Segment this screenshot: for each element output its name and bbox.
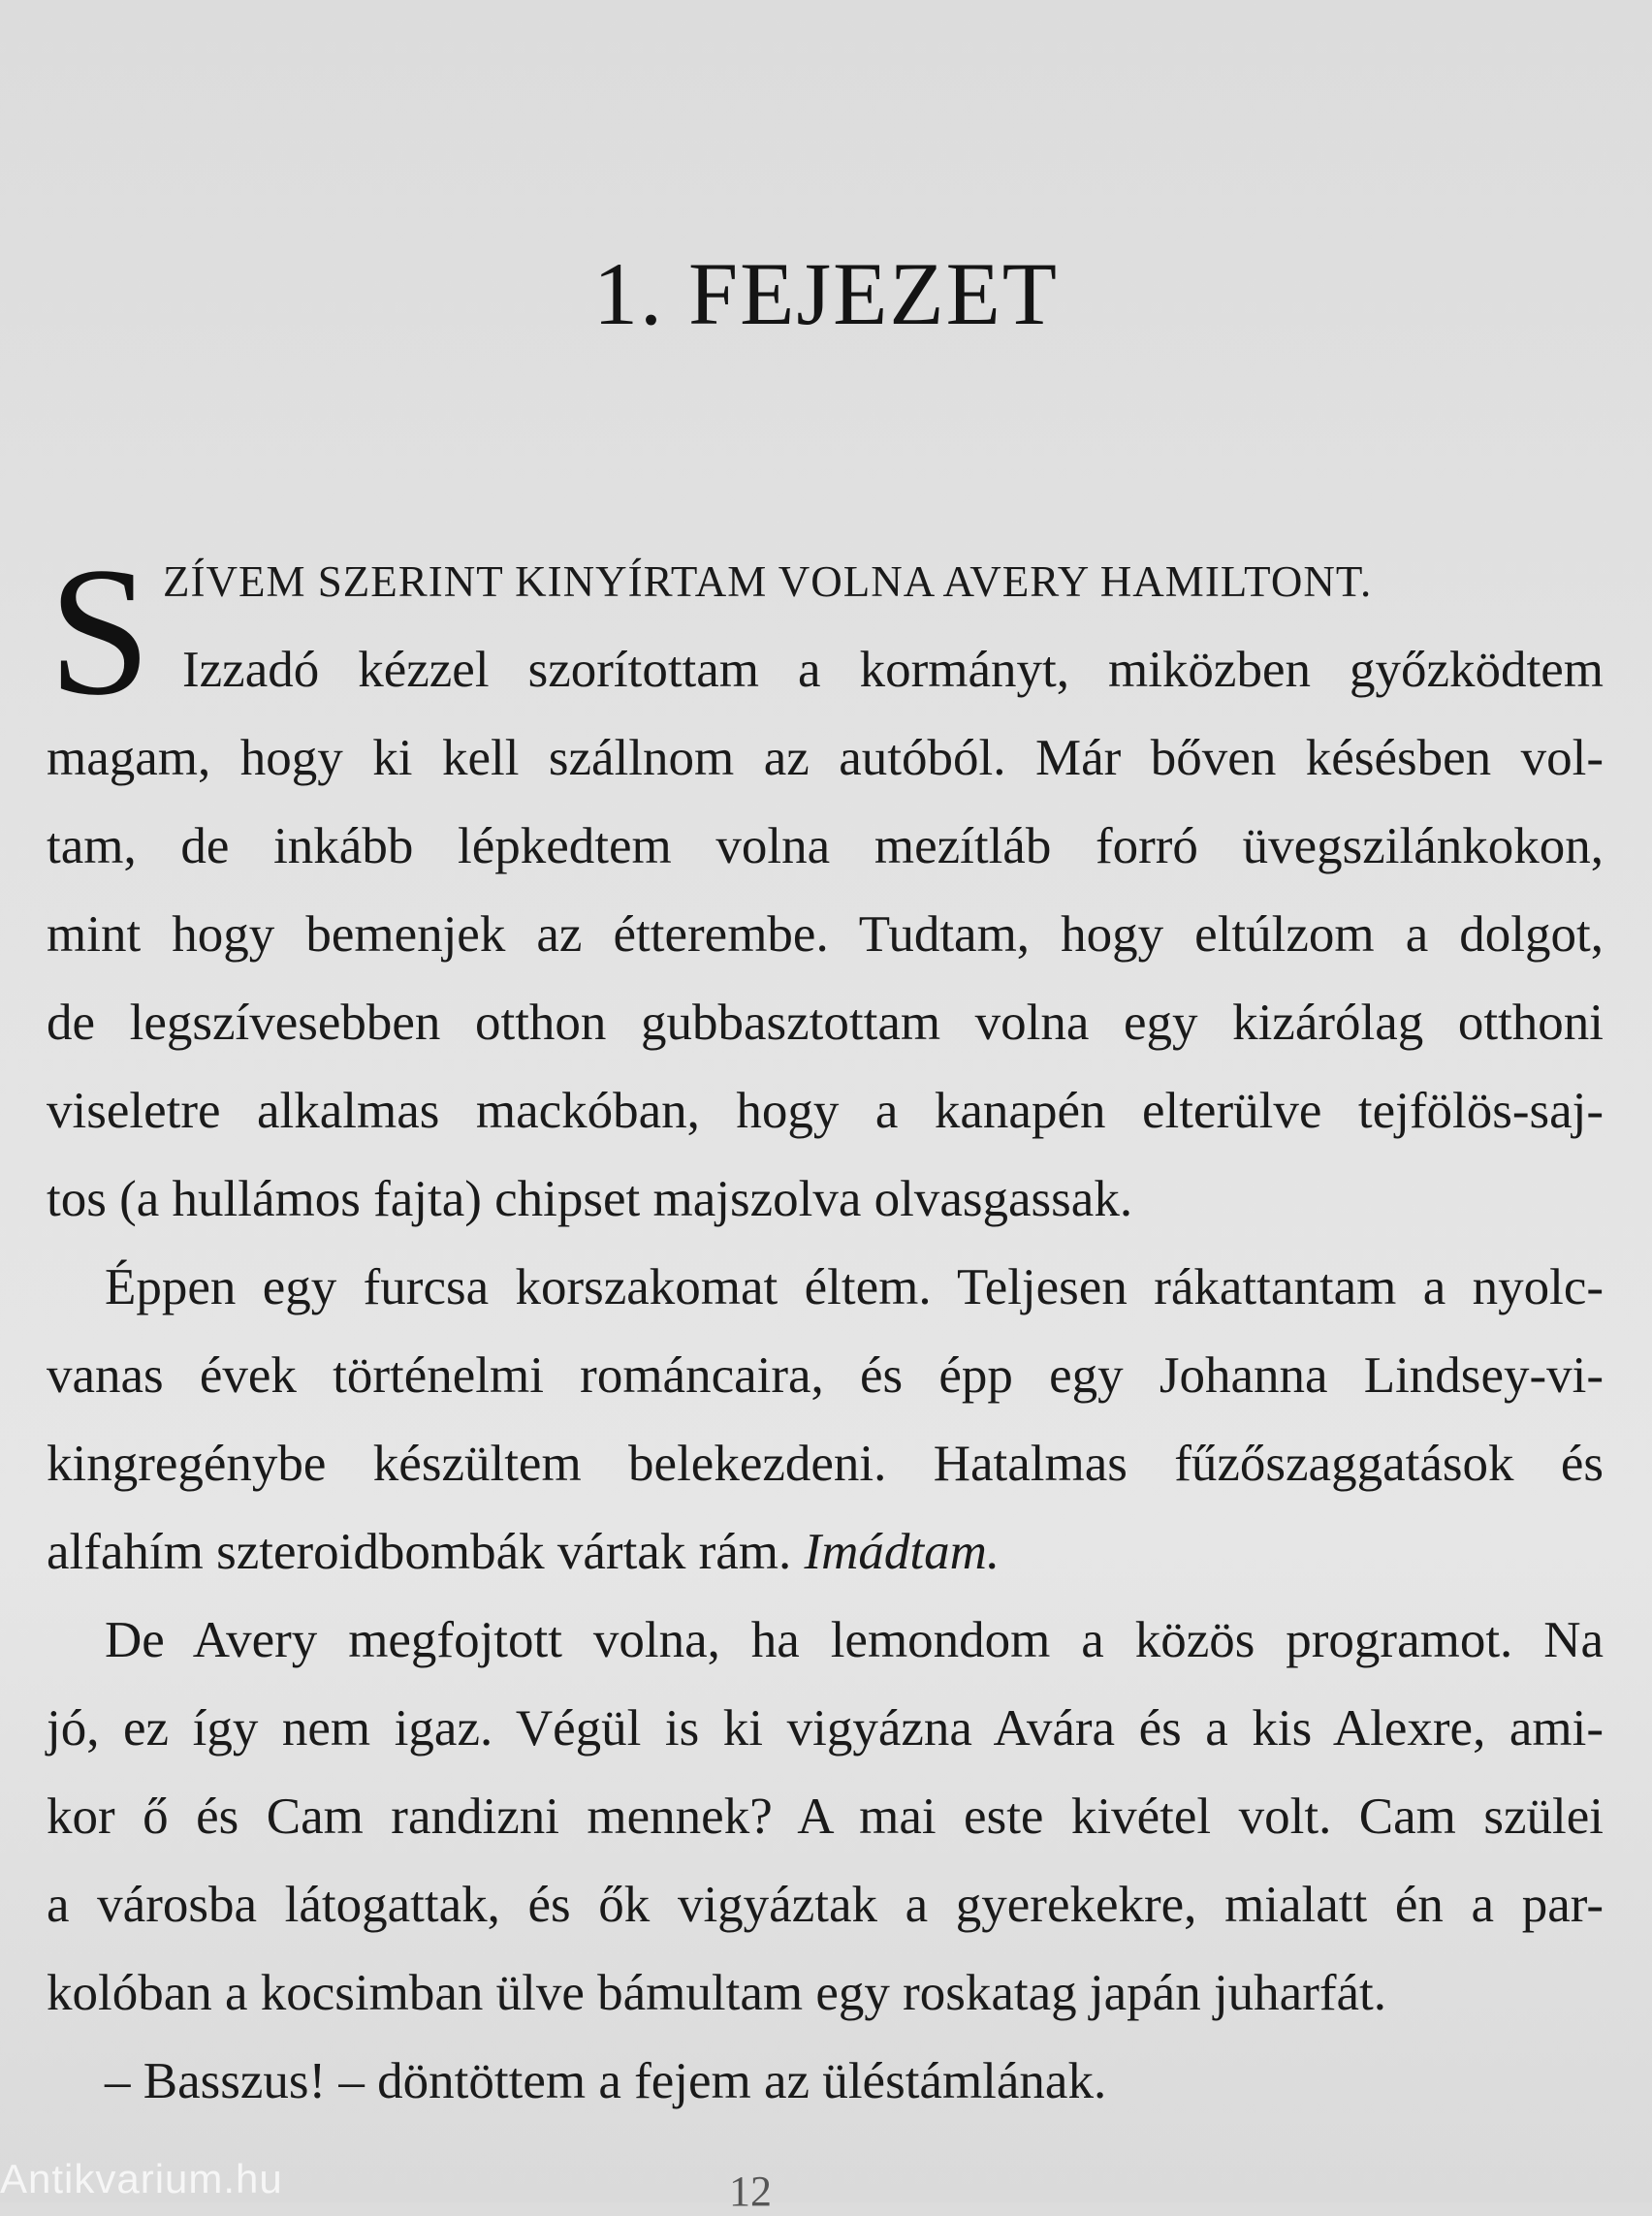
- text-fragment: alfahím szteroidbombák vártak rám.: [47, 1524, 792, 1580]
- text-line: tos (a hullámos fajta) chipset majszolva olvasgassak.: [47, 1171, 1133, 1227]
- text-line: De Avery megfojtott volna, ha lemondom a közös programot. Na: [105, 1612, 1604, 1668]
- text-line: kingregénybe készültem belekezdeni. Hatalmas fűzőszaggatások és: [47, 1436, 1604, 1492]
- text-line: vanas évek történelmi románcaira, és épp egy Johanna Lindsey-vi-: [47, 1347, 1604, 1404]
- text-line: tam, de inkább lépkedtem volna mezítláb forró üvegszilánkokon,: [47, 818, 1604, 874]
- chapter-body: [47, 530, 1604, 2126]
- dialogue-line: – Basszus! – döntöttem a fejem az üléstámlának.: [105, 2053, 1107, 2109]
- drop-cap: S: [48, 530, 151, 734]
- opening-line: ZÍVEM SZERINT KINYÍRTAM VOLNA AVERY HAMILTONT.: [163, 557, 1373, 606]
- text-line: mint hogy bemenjek az étterembe. Tudtam, hogy eltúlzom a dolgot,: [47, 906, 1604, 963]
- text-line: magam, hogy ki kell szállnom az autóból. Már bőven késésben vol-: [47, 730, 1604, 786]
- text-line: Izzadó kézzel szorítottam a kormányt, miközben győzködtem: [182, 642, 1604, 698]
- chapter-title: 1. FEJEZET: [593, 244, 1059, 343]
- italic-emphasis: Imádtam.: [804, 1524, 1001, 1580]
- text-line: de legszívesebben otthon gubbasztottam volna egy kizárólag otthoni: [47, 995, 1604, 1051]
- text-line: jó, ez így nem igaz. Végül is ki vigyázna Avára és a kis Alexre, ami-: [47, 1700, 1604, 1757]
- text-line: [47, 1508, 1604, 1597]
- text-line: kor ő és Cam randizni mennek? A mai este kivétel volt. Cam szülei: [47, 1789, 1604, 1845]
- text-line: Éppen egy furcsa korszakomat éltem. Teljesen rákattantam a nyolc-: [105, 1259, 1604, 1315]
- text-line: kolóban a kocsimban ülve bámultam egy roskatag japán juharfát.: [47, 1965, 1386, 2021]
- page-number: 12: [729, 2168, 772, 2215]
- text-line: a városba látogattak, és ők vigyáztak a gyerekekre, mialatt én a par-: [47, 1877, 1604, 1933]
- text-line: viseletre alkalmas mackóban, hogy a kanapén elterülve tejfölös-saj-: [47, 1083, 1604, 1139]
- watermark: Antikvarium.hu: [0, 2156, 283, 2201]
